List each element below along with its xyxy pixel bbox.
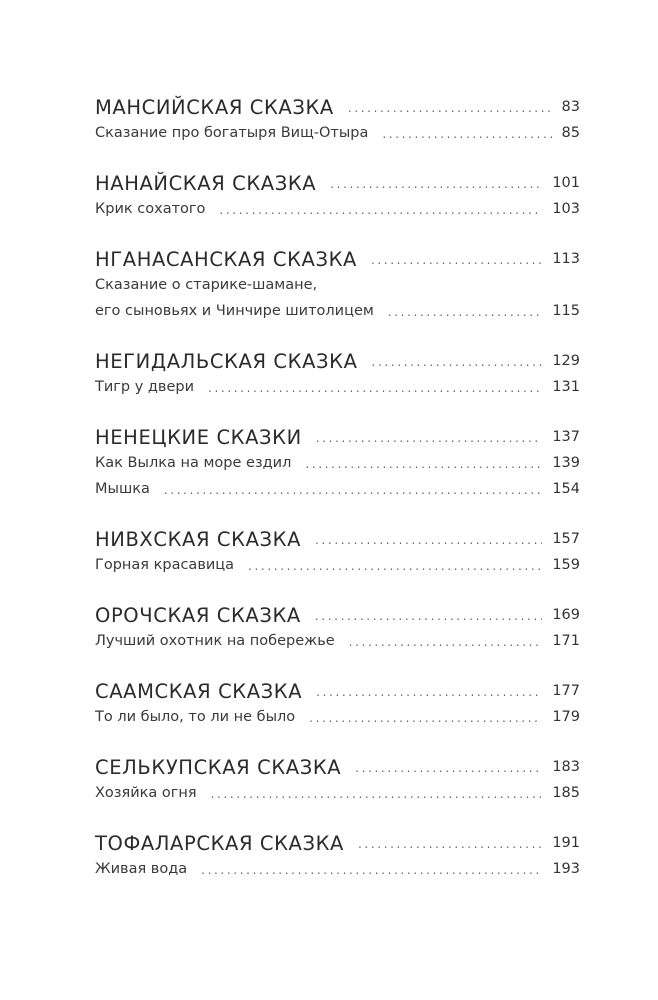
story-entry[interactable] [95, 120, 580, 146]
page-number: 159 [552, 557, 580, 573]
story-title: Лучший охотник на побережье [95, 633, 335, 649]
page-number: 154 [552, 481, 580, 497]
dot-leader [348, 101, 552, 115]
dot-leader [330, 177, 542, 191]
section-title: НИВХСКАЯ СКАЗКА [95, 527, 302, 551]
toc-section [95, 348, 580, 400]
story-entry[interactable] [95, 476, 580, 502]
page-number: 85 [561, 125, 580, 141]
dot-leader [355, 761, 542, 775]
section-heading-entry[interactable] [95, 424, 580, 450]
story-title: его сыновьях и Чинчире шитолицем [95, 303, 374, 319]
page-number: 113 [552, 251, 580, 267]
dot-leader [371, 253, 542, 267]
section-title: НАНАЙСКАЯ СКАЗКА [95, 171, 317, 195]
story-entry[interactable] [95, 450, 580, 476]
section-heading-entry[interactable] [95, 830, 580, 856]
section-heading-entry[interactable] [95, 246, 580, 272]
story-entry[interactable] [95, 856, 580, 882]
section-title: НЕГИДАЛЬСКАЯ СКАЗКА [95, 349, 358, 373]
page-number: 131 [552, 379, 580, 395]
dot-leader [315, 609, 542, 623]
toc-section [95, 170, 580, 222]
section-title: СЕЛЬКУПСКАЯ СКАЗКА [95, 755, 342, 779]
story-title: Живая вода [95, 861, 188, 877]
story-title: Мышка [95, 481, 150, 497]
story-entry[interactable] [95, 298, 580, 324]
story-title: Сказание про богатыря Вищ-Отыра [95, 125, 369, 141]
page-number: 137 [552, 429, 580, 445]
story-entry[interactable] [95, 704, 580, 730]
story-title: То ли было, то ли не было [95, 709, 296, 725]
page-number: 157 [552, 531, 580, 547]
section-heading-entry[interactable] [95, 754, 580, 780]
section-title: ОРОЧСКАЯ СКАЗКА [95, 603, 301, 627]
page-number: 101 [552, 175, 580, 191]
story-title: Крик сохатого [95, 201, 206, 217]
story-title: Горная красавица [95, 557, 235, 573]
story-title: Тигр у двери [95, 379, 195, 395]
section-heading-entry[interactable] [95, 602, 580, 628]
page-number: 177 [552, 683, 580, 699]
section-heading-entry[interactable] [95, 678, 580, 704]
page-number: 179 [552, 709, 580, 725]
dot-leader [211, 787, 543, 801]
toc-section [95, 678, 580, 730]
dot-leader [208, 381, 542, 395]
dot-leader [248, 559, 542, 573]
dot-leader [309, 711, 542, 725]
dot-leader [358, 837, 542, 851]
toc-section [95, 424, 580, 502]
page-number: 169 [552, 607, 580, 623]
table-of-contents [95, 94, 580, 906]
story-entry[interactable] [95, 374, 580, 400]
dot-leader [201, 863, 542, 877]
section-heading-entry[interactable] [95, 348, 580, 374]
page-number: 193 [552, 861, 580, 877]
dot-leader [388, 305, 542, 319]
page-number: 191 [552, 835, 580, 851]
section-title: НЕНЕЦКИЕ СКАЗКИ [95, 425, 302, 449]
toc-section [95, 246, 580, 324]
toc-section [95, 602, 580, 654]
section-heading-entry[interactable] [95, 170, 580, 196]
dot-leader [164, 483, 542, 497]
page-number: 129 [552, 353, 580, 369]
dot-leader [382, 127, 551, 141]
page-number: 171 [552, 633, 580, 649]
story-entry[interactable] [95, 628, 580, 654]
story-entry[interactable] [95, 196, 580, 222]
page-number: 139 [552, 455, 580, 471]
section-title: ТОФАЛАРСКАЯ СКАЗКА [95, 831, 344, 855]
toc-section [95, 526, 580, 578]
section-title: НГАНАСАНСКАЯ СКАЗКА [95, 247, 357, 271]
page-number: 103 [552, 201, 580, 217]
toc-section [95, 754, 580, 806]
page-number: 185 [552, 785, 580, 801]
story-title: Хозяйка огня [95, 785, 197, 801]
toc-section [95, 830, 580, 882]
dot-leader [305, 457, 542, 471]
page-number: 83 [561, 99, 580, 115]
page-number: 183 [552, 759, 580, 775]
section-heading-entry[interactable] [95, 94, 580, 120]
story-entry[interactable] [95, 780, 580, 806]
dot-leader [315, 533, 542, 547]
dot-leader [316, 431, 543, 445]
page-number: 115 [552, 303, 580, 319]
story-title: Как Вылка на море ездил [95, 455, 292, 471]
dot-leader [349, 635, 543, 649]
dot-leader [316, 685, 542, 699]
story-entry[interactable] [95, 272, 580, 298]
dot-leader [219, 203, 542, 217]
section-title: МАНСИЙСКАЯ СКАЗКА [95, 95, 334, 119]
story-entry[interactable] [95, 552, 580, 578]
toc-section [95, 94, 580, 146]
section-heading-entry[interactable] [95, 526, 580, 552]
section-title: СААМСКАЯ СКАЗКА [95, 679, 303, 703]
story-title: Сказание о старике-шамане, [95, 277, 318, 293]
dot-leader [372, 355, 543, 369]
